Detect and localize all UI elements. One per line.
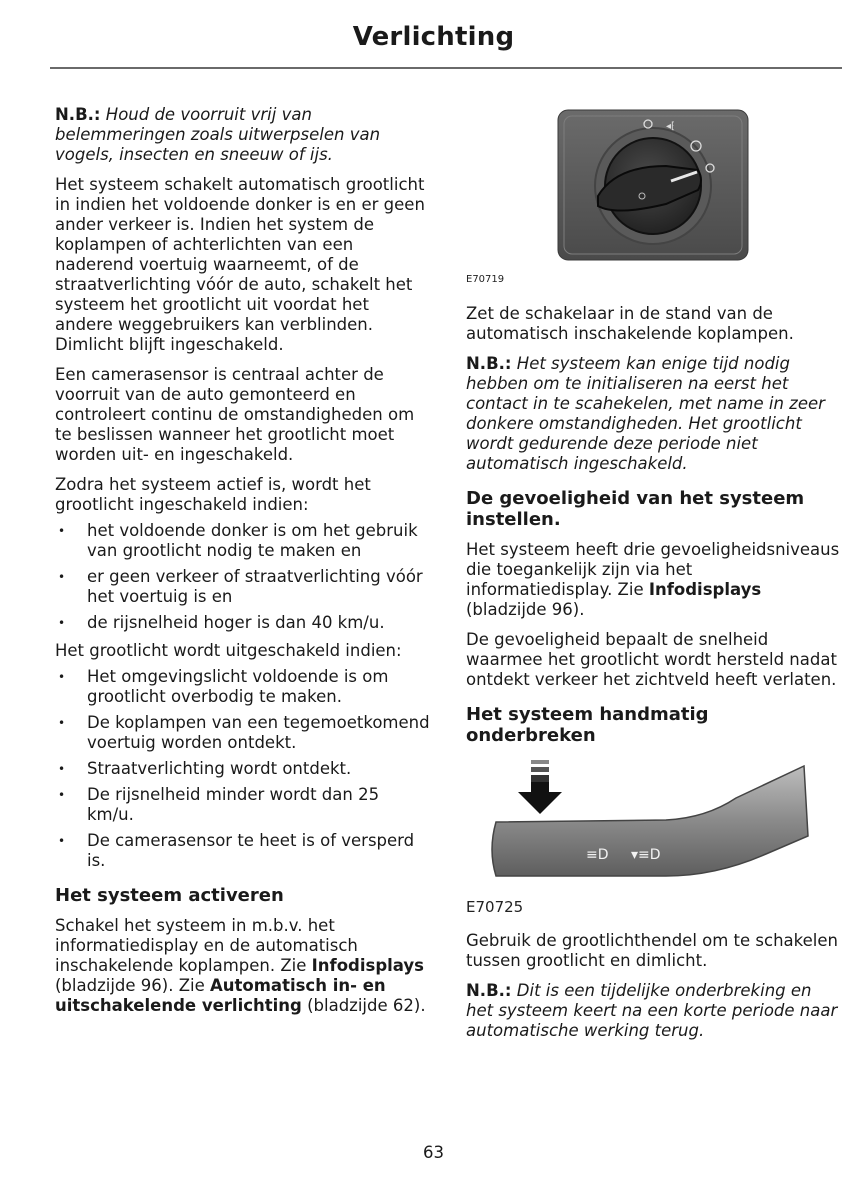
right-column — [466, 108, 841, 1051]
list-item: • de rijsnelheid hoger is dan 40 km/u. — [55, 613, 430, 633]
cross-reference-auto-lighting[interactable]: Automatisch in- en uitschakelende verlichting — [55, 976, 386, 1015]
note-text: Houd de voorruit vrij van belemmeringen zoals uitwerpselen van vogels, insecten en sneeuw of ijs. — [55, 105, 381, 164]
note-text: Het systeem kan enige tijd nodig hebben om te initialiseren na eerst het contact in te scahekelen, met name in zeer donkere omstandigheden. Het grootlicht wordt gedurende deze periode niet automatisch ingeschakeld. — [466, 354, 825, 473]
list-item: • er geen verkeer of straatverlichting vóór het voertuig is en — [55, 567, 430, 607]
list-item: • Het omgevingslicht voldoende is om grootlicht overbodig te maken. — [55, 667, 430, 707]
dipped-beam-icon: ▾≡D — [631, 847, 661, 863]
heading-activate-system: Het systeem activeren — [55, 885, 284, 906]
figure-light-switch — [466, 108, 841, 290]
text: Schakel het systeem in m.b.v. het informatiedisplay en de automatisch inschakelende koplampen. Zie — [55, 916, 358, 975]
text: Het systeem heeft drie gevoeligheidsniveaus die toegankelijk zijn via het informatiedisplay. Zie — [466, 540, 840, 599]
list-highbeam-on — [55, 521, 430, 633]
text: (bladzijde 96). Zie — [55, 976, 210, 995]
list-item: • De rijsnelheid minder wordt dan 25 km/u. — [55, 785, 430, 825]
note-label: N.B.: — [55, 105, 101, 124]
paragraph-stalk-usage: Gebruik de grootlichthendel om te schakelen tussen grootlicht en dimlicht. — [466, 931, 838, 970]
figure-id: E70725 — [466, 898, 524, 916]
note-label: N.B.: — [466, 354, 512, 373]
high-beam-icon: ≡D — [586, 847, 609, 863]
list-item: • het voldoende donker is om het gebruik van grootlicht nodig te maken en — [55, 521, 430, 561]
list-item: • De koplampen van een tegemoetkomend voertuig worden ontdekt. — [55, 713, 430, 753]
paragraph-auto-highbeam: Het systeem schakelt automatisch grootlicht in indien het voldoende donker is en er geen ander verkeer is. Indien het system de koplampen of achterlichten van een naderend voertuig waarneemt, of de straatverlichting vóór de auto, schakelt het systeem het grootlicht uit voordat het andere weggebruikers kan verblinden. Dimlicht blijft ingeschakeld. — [55, 175, 425, 354]
paragraph-sensitivity-levels — [466, 540, 841, 620]
note-text: Dit is een tijdelijke onderbreking en het systeem keert na een korte periode naar automatische werking terug. — [466, 981, 838, 1040]
list-item: • De camerasensor te heet is of versperd is. — [55, 831, 430, 871]
heading-sensitivity: De gevoeligheid van het systeem instellen. — [466, 488, 805, 530]
left-column — [55, 105, 430, 1026]
figure-id: E70719 — [466, 274, 505, 285]
paragraph-switch-position: Zet de schakelaar in de stand van de automatisch inschakelende koplampen. — [466, 304, 794, 343]
light-switch-illustration — [466, 108, 836, 263]
cross-reference-infodisplays[interactable]: Infodisplays — [648, 580, 762, 599]
text: (bladzijde 96). — [466, 600, 585, 619]
note-2 — [466, 354, 841, 474]
list-highbeam-off — [55, 667, 430, 871]
paragraph-activation-conditions: Zodra het systeem actief is, wordt het grootlicht ingeschakeld indien: — [55, 475, 371, 514]
list-item: • Straatverlichting wordt ontdekt. — [55, 759, 430, 779]
paragraph-activate-instructions — [55, 916, 430, 1016]
svg-text:◂⁅: ◂⁅ — [666, 121, 675, 132]
lighting-stalk-illustration — [466, 758, 836, 888]
note-1 — [55, 105, 430, 165]
text: (bladzijde 62). — [301, 996, 426, 1015]
page-title: Verlichting — [352, 22, 515, 52]
note-label: N.B.: — [466, 981, 512, 1000]
heading-manual-override: Het systeem handmatig onderbreken — [466, 704, 709, 746]
paragraph-camera-sensor: Een camerasensor is centraal achter de voorruit van de auto gemonteerd en controleert continu de omstandigheden om te beslissen wanneer het grootlicht moet worden uit- en ingeschakeld. — [55, 365, 415, 464]
title-divider — [50, 67, 842, 69]
figure-lighting-stalk — [466, 758, 841, 917]
paragraph-deactivation-conditions: Het grootlicht wordt uitgeschakeld indien: — [55, 641, 402, 660]
paragraph-sensitivity-explanation: De gevoeligheid bepaalt de snelheid waarmee het grootlicht wordt hersteld nadat ontdekt verkeer het zichtveld heeft verlaten. — [466, 630, 837, 689]
cross-reference-infodisplays[interactable]: Infodisplays — [311, 956, 424, 975]
note-3 — [466, 981, 841, 1041]
page-number: 63 — [423, 1143, 444, 1162]
